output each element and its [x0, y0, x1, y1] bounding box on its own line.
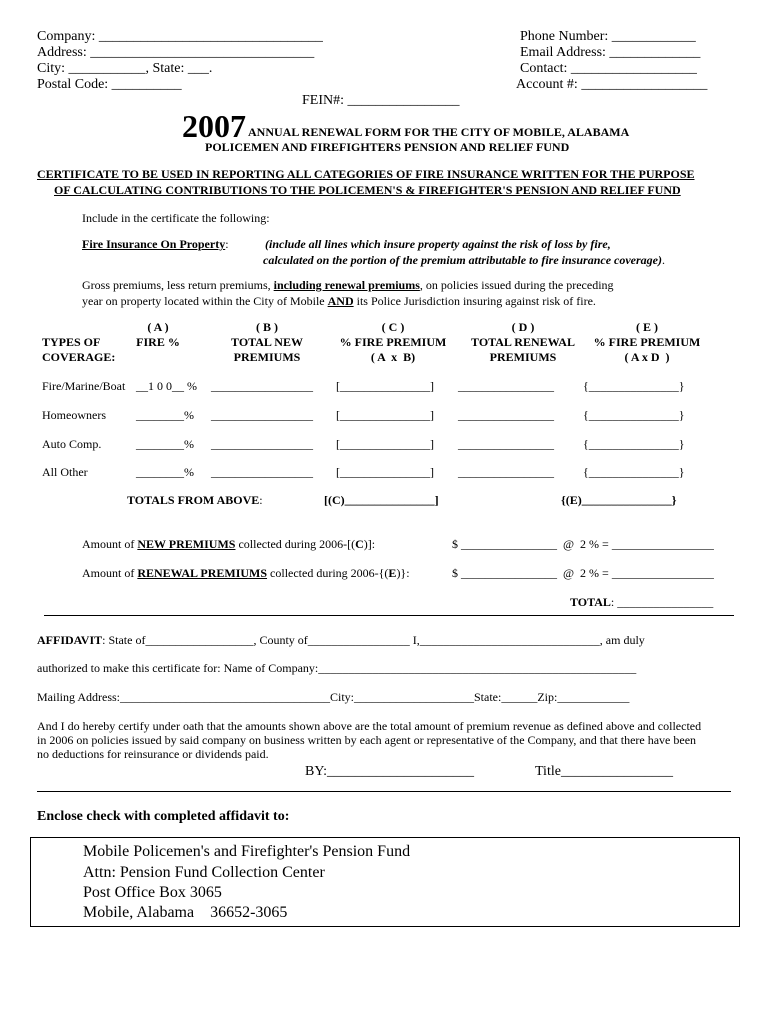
contact-field[interactable]: Contact: __________________	[520, 61, 697, 76]
total-new-premiums-field[interactable]: _________________	[211, 465, 313, 479]
address-line-1: Mobile Policemen's and Firefighter's Pension Fund	[83, 843, 411, 860]
total-renewal-premiums-field[interactable]: ________________	[458, 437, 554, 451]
postal-code-field[interactable]: Postal Code: __________	[37, 77, 182, 92]
form-title-line2: POLICEMEN AND FIREFIGHTERS PENSION AND RELIEF FUND	[205, 140, 570, 154]
column-b-header: ( B ) TOTAL NEW PREMIUMS	[231, 320, 303, 364]
certify-text-line1: And I do hereby certify under oath that the amounts shown above are the total amount of premium revenue as defined above and collected	[37, 719, 702, 733]
fire-premium-e-field[interactable]: {_______________}	[583, 437, 685, 451]
address-line-3: Post Office Box 3065	[83, 884, 222, 901]
mailing-address-box	[30, 837, 740, 927]
affidavit-line1[interactable]: AFFIDAVIT: State of__________________, County of_________________ I,______________________________, am duly	[37, 633, 645, 647]
gross-premiums-line1: Gross premiums, less return premiums, including renewal premiums, on policies issued during the preceding	[82, 278, 614, 292]
fire-insurance-note-line1: (include all lines which insure property against the risk of loss by fire,	[265, 237, 611, 251]
address-line-2: Attn: Pension Fund Collection Center	[83, 864, 325, 881]
form-year: 2007	[182, 108, 246, 144]
total-renewal-premiums-field[interactable]: ________________	[458, 408, 554, 422]
account-field[interactable]: Account #: __________________	[516, 77, 708, 92]
fire-percent-field[interactable]: ________%	[136, 465, 194, 479]
fire-premium-c-field[interactable]: [_______________]	[336, 408, 434, 422]
certificate-heading-line1: CERTIFICATE TO BE USED IN REPORTING ALL CATEGORIES OF FIRE INSURANCE WRITTEN FOR THE PURPOSE	[37, 167, 695, 181]
column-c-header: ( C ) % FIRE PREMIUM ( A x B)	[339, 320, 447, 364]
column-a-header: ( A ) FIRE %	[136, 320, 180, 349]
company-field[interactable]: Company: ________________________________	[37, 29, 323, 44]
row-type-label: Homeowners	[42, 408, 106, 422]
totals-from-above-label: TOTALS FROM ABOVE:	[127, 493, 263, 507]
city-state-field[interactable]: City: ___________, State: ___.	[37, 61, 213, 76]
email-field[interactable]: Email Address: _____________	[520, 45, 701, 60]
certificate-heading-line2: OF CALCULATING CONTRIBUTIONS TO THE POLICEMEN'S & FIREFIGHTER'S PENSION AND RELIEF FUND	[54, 183, 681, 197]
certify-text-line2: in 2006 on policies issued by said company on business written by each agent or representative of the Company, and that there have been	[37, 733, 697, 747]
affidavit-divider	[37, 791, 731, 792]
enclose-instruction: Enclose check with completed affidavit to:	[37, 809, 290, 824]
fire-insurance-label: Fire Insurance On Property:	[82, 237, 229, 251]
form-title-line1: ANNUAL RENEWAL FORM FOR THE CITY OF MOBILE, ALABAMA	[248, 125, 630, 139]
fire-premium-e-field[interactable]: {_______________}	[583, 379, 685, 393]
fire-insurance-note-line2: calculated on the portion of the premium attributable to fire insurance coverage).	[263, 253, 665, 267]
renewal-premiums-amount-label: Amount of RENEWAL PREMIUMS collected during 2006-{(E)}:	[82, 566, 410, 580]
new-premiums-amount-label: Amount of NEW PREMIUMS collected during 2006-[(C)]:	[82, 537, 376, 551]
types-of-coverage-label: TYPES OF COVERAGE:	[42, 335, 116, 364]
column-e-header: ( E ) % FIRE PREMIUM ( A x D )	[593, 320, 701, 364]
fire-premium-e-field[interactable]: {_______________}	[583, 408, 685, 422]
address-line-4: Mobile, Alabama 36652-3065	[83, 904, 288, 921]
total-new-premiums-field[interactable]: _________________	[211, 379, 313, 393]
by-signature-field[interactable]: BY:_____________________	[305, 764, 475, 779]
address-field[interactable]: Address: ________________________________	[37, 45, 315, 60]
total-field[interactable]: TOTAL: ________________	[570, 595, 714, 609]
totals-c-field[interactable]: [(C)_______________]	[324, 493, 439, 507]
section-divider	[44, 615, 734, 616]
phone-field[interactable]: Phone Number: ____________	[520, 29, 696, 44]
fire-percent-field[interactable]: ________%	[136, 437, 194, 451]
row-type-label: Auto Comp.	[42, 437, 102, 451]
fein-field[interactable]: FEIN#: ________________	[302, 93, 460, 108]
title-field[interactable]: Title________________	[535, 764, 673, 779]
affidavit-company-name-field[interactable]: authorized to make this certificate for: Name of Company:_____________________________________________________	[37, 661, 637, 675]
fire-percent-field[interactable]: __1 0 0__ %	[136, 379, 197, 393]
row-type-label: All Other	[42, 465, 88, 479]
new-premiums-amount-field[interactable]: $ ________________ @ 2 % = _________________	[452, 537, 714, 551]
affidavit-mailing-address-field[interactable]: Mailing Address:___________________________________City:____________________State:______Zip:____________	[37, 690, 630, 704]
total-renewal-premiums-field[interactable]: ________________	[458, 379, 554, 393]
fire-premium-e-field[interactable]: {_______________}	[583, 465, 685, 479]
fire-percent-field[interactable]: ________%	[136, 408, 194, 422]
gross-premiums-line2: year on property located within the City of Mobile AND its Police Jurisdiction insuring against risk of fire.	[82, 294, 596, 308]
totals-e-field[interactable]: {(E)_______________}	[561, 493, 677, 507]
certify-text-line3: no deductions for reinsurance or dividends paid.	[37, 747, 269, 761]
fire-premium-c-field[interactable]: [_______________]	[336, 379, 434, 393]
total-new-premiums-field[interactable]: _________________	[211, 408, 313, 422]
fire-premium-c-field[interactable]: [_______________]	[336, 465, 434, 479]
fire-premium-c-field[interactable]: [_______________]	[336, 437, 434, 451]
renewal-premiums-amount-field[interactable]: $ ________________ @ 2 % = _________________	[452, 566, 714, 580]
total-new-premiums-field[interactable]: _________________	[211, 437, 313, 451]
total-renewal-premiums-field[interactable]: ________________	[458, 465, 554, 479]
include-instruction: Include in the certificate the following:	[82, 211, 270, 225]
column-d-header: ( D ) TOTAL RENEWAL PREMIUMS	[471, 320, 575, 364]
row-type-label: Fire/Marine/Boat	[42, 379, 126, 393]
